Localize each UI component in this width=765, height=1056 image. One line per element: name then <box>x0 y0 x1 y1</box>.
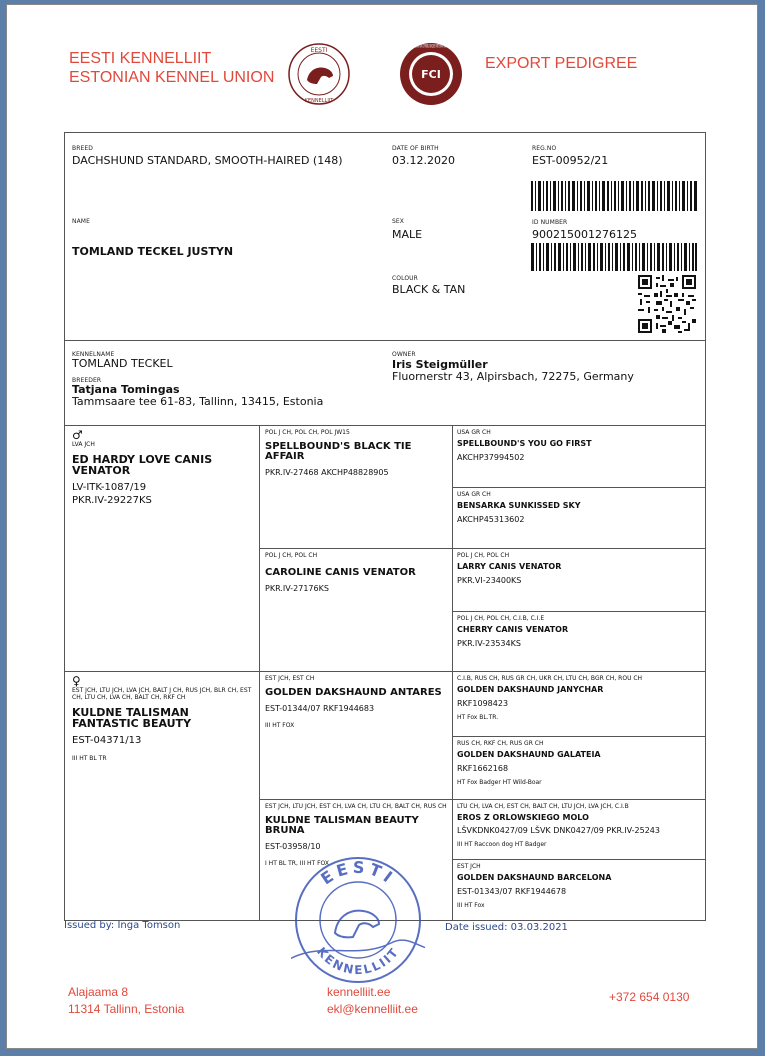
ancestor-cell <box>457 675 701 735</box>
svg-text:KENNELLIIT: KENNELLIIT <box>304 98 334 104</box>
ancestor-cell <box>265 552 447 667</box>
sire-cell <box>72 429 254 667</box>
divider <box>452 487 705 488</box>
divider <box>452 859 705 860</box>
breeder-name: Tatjana Tomingas <box>72 383 180 396</box>
ancestor-reg: EST-01343/07 RKF1944678 <box>457 887 567 896</box>
ancestor-reg: PKR.IV-23534KS <box>457 639 521 648</box>
ancestor-reg: EST-01344/07 RKF1944683 <box>265 704 375 713</box>
ancestor-name: CHERRY CANIS VENATOR <box>457 625 569 634</box>
ancestor-cell <box>265 429 447 544</box>
dam-reg: EST-04371/13 <box>72 735 142 746</box>
ancestor-titles: POL J CH, POL CH <box>457 552 510 559</box>
id-label: ID NUMBER <box>532 219 568 226</box>
owner-address: Fluornerstr 43, Alpirsbach, 72275, Germany <box>392 370 634 383</box>
ancestor-reg: AKCHP37994502 <box>457 453 525 462</box>
divider <box>65 340 705 341</box>
owner-name: Iris Steigmüller <box>392 358 488 371</box>
dog-name: TOMLAND TECKEL JUSTYN <box>72 245 234 258</box>
divider <box>452 425 453 921</box>
kennelname-label: KENNELNAME <box>72 351 115 358</box>
pedigree-frame <box>64 132 706 921</box>
ekl-logo-icon <box>287 42 351 106</box>
ancestor-titles: RUS CH, RKF CH, RUS GR CH <box>457 740 544 747</box>
owner-label: OWNER <box>392 351 416 358</box>
org-name <box>69 49 274 87</box>
ancestor-reg: RKF1098423 <box>457 699 509 708</box>
sex-value: MALE <box>392 228 423 241</box>
breeder-label: BREEDER <box>72 377 102 384</box>
name-label: NAME <box>72 218 90 225</box>
breed-label: BREED <box>72 145 93 152</box>
male-icon: ♂ <box>72 428 83 442</box>
ancestor-name: SPELLBOUND'S YOU GO FIRST <box>457 439 592 448</box>
ancestor-note: I HT BL TR, III HT FOX <box>265 860 329 867</box>
dam-name: KULDNE TALISMAN FANTASTIC BEAUTY <box>72 706 192 730</box>
dob-label: DATE OF BIRTH <box>392 145 439 152</box>
ancestor-titles: USA GR CH <box>457 491 491 498</box>
divider <box>65 425 705 426</box>
divider <box>259 548 705 549</box>
org-name-estonian: EESTI KENNELLIIT <box>69 50 212 67</box>
sire-name: ED HARDY LOVE CANIS VENATOR <box>72 453 213 477</box>
ancestor-reg: AKCHP45313602 <box>457 515 525 524</box>
ancestor-reg: RKF1662168 <box>457 764 509 773</box>
ancestor-cell <box>457 552 701 607</box>
phone-number: +372 654 0130 <box>609 990 690 1004</box>
divider <box>452 611 705 612</box>
ancestor-reg: EST-03958/10 <box>265 842 321 851</box>
ancestor-titles: EST JCH, LTU JCH, EST CH, LVA CH, LTU CH, BALT CH, RUS CH <box>265 803 447 810</box>
svg-text:FEDERATION CYNOLOGIQUE INTERNA: FEDERATION CYNOLOGIQUE INTERNATIONALE <box>412 43 451 49</box>
svg-text:KENNELLIIT: KENNELLIIT <box>314 944 402 978</box>
sire-reg: LV-ITK-1087/19 <box>72 482 147 493</box>
footer-contact <box>327 984 418 1018</box>
dam-cell <box>72 675 254 915</box>
ancestor-titles: POL J CH, POL CH, POL JW15 <box>265 429 350 436</box>
ancestor-cell <box>457 803 701 858</box>
sex-label: SEX <box>392 218 405 225</box>
ancestor-reg: LŠVKDNK0427/09 LŠVK DNK0427/09 PKR.IV-25243 <box>457 826 660 835</box>
colour-value: BLACK & TAN <box>392 283 466 296</box>
website-link[interactable]: kennelliit.ee <box>327 985 391 999</box>
female-icon: ♀ <box>72 674 81 688</box>
id-barcode <box>531 243 697 271</box>
divider <box>65 671 705 672</box>
id-value: 900215001276125 <box>532 228 637 241</box>
regno-value: EST-00952/21 <box>532 154 609 167</box>
ancestor-cell <box>457 615 701 670</box>
ancestor-name: EROS Z ORLOWSKIEGO MOLO <box>457 813 589 822</box>
ancestor-name: CAROLINE CANIS VENATOR <box>265 567 416 578</box>
svg-text:FCI: FCI <box>421 68 441 81</box>
ancestor-note: III HT Fox <box>457 902 485 909</box>
ancestor-cell <box>457 491 701 546</box>
issued-by: Issued by: Inga Tomson <box>64 920 181 931</box>
regno-label: REG.NO <box>532 145 557 152</box>
sire-titles: LVA JCH <box>72 441 95 448</box>
divider <box>259 799 705 800</box>
address-line-2: 11314 Tallinn, Estonia <box>68 1002 185 1016</box>
kennelname-value: TOMLAND TECKEL <box>72 357 173 370</box>
ancestor-titles: POL J CH, POL CH, C.I.B, C.I.E <box>457 615 545 622</box>
sire-reg: PKR.IV-29227KS <box>72 495 152 506</box>
divider <box>452 736 705 737</box>
ancestor-name: BENSARKA SUNKISSED SKY <box>457 501 581 510</box>
ancestor-name: LARRY CANIS VENATOR <box>457 562 562 571</box>
ancestor-note: HT Fox BL.TR. <box>457 714 499 721</box>
divider <box>259 425 260 921</box>
fci-logo-icon <box>398 41 464 107</box>
svg-text:EESTI: EESTI <box>310 47 328 54</box>
ancestor-reg: PKR.VI-23400KS <box>457 576 522 585</box>
ancestor-cell <box>457 863 701 919</box>
kennel-stamp-icon <box>291 853 425 987</box>
pedigree-document <box>6 4 758 1049</box>
ancestor-titles: EST JCH <box>457 863 481 870</box>
ancestor-note: HT Fox Badger HT Wild-Boar <box>457 779 542 786</box>
ancestor-name: GOLDEN DAKSHAUND ANTARES <box>265 687 442 698</box>
ancestor-cell <box>265 675 447 795</box>
ancestor-cell <box>457 740 701 798</box>
ancestor-name: GOLDEN DAKSHAUND BARCELONA <box>457 873 612 882</box>
ancestor-titles: LTU CH, LVA CH, EST CH, BALT CH, LTU JCH, LVA JCH, C.I.B <box>457 803 629 810</box>
ancestor-titles: EST JCH, EST CH <box>265 675 315 682</box>
breed-value: DACHSHUND STANDARD, SMOOTH-HAIRED (148) <box>72 154 343 167</box>
document-type: EXPORT PEDIGREE <box>485 55 638 72</box>
ancestor-reg: PKR.IV-27468 AKCHP48828905 <box>265 468 389 477</box>
ancestor-titles: USA GR CH <box>457 429 491 436</box>
colour-label: COLOUR <box>392 275 418 282</box>
ancestor-note: III HT Raccoon dog HT Badger <box>457 841 547 848</box>
email-link[interactable]: ekl@kennelliit.ee <box>327 1002 418 1016</box>
address-line-1: Alajaama 8 <box>68 985 129 999</box>
ancestor-name: SPELLBOUND'S BLACK TIE AFFAIR <box>265 441 412 462</box>
regno-barcode <box>531 181 697 211</box>
ancestor-titles: POL J CH, POL CH <box>265 552 318 559</box>
ancestor-titles: C.I.B, RUS CH, RUS GR CH, UKR CH, LTU CH, BGR CH, ROU CH <box>457 675 643 682</box>
breeder-address: Tammsaare tee 61-83, Tallinn, 13415, Estonia <box>72 395 324 408</box>
ancestor-name: KULDNE TALISMAN BEAUTY BRUNA <box>265 815 419 836</box>
ancestor-note: III HT FOX <box>265 722 295 729</box>
dam-note: III HT BL TR <box>72 755 107 762</box>
dam-titles: EST JCH, LTU JCH, LVA JCH, BALT J CH, RUS JCH, BLR CH, EST CH, LTU CH, LVA CH, BALT CH, RKF CH <box>72 687 252 701</box>
footer-address <box>68 984 184 1018</box>
qr-code-icon <box>638 275 696 333</box>
org-name-english: ESTONIAN KENNEL UNION <box>69 69 275 86</box>
date-issued: Date issued: 03.03.2021 <box>445 922 568 933</box>
ancestor-name: GOLDEN DAKSHAUND GALATEIA <box>457 750 601 759</box>
ancestor-cell <box>457 429 701 484</box>
ancestor-name: GOLDEN DAKSHAUND JANYCHAR <box>457 685 604 694</box>
ancestor-reg: PKR.IV-27176KS <box>265 584 329 593</box>
dob-value: 03.12.2020 <box>392 154 455 167</box>
svg-text:EESTI: EESTI <box>317 857 400 889</box>
